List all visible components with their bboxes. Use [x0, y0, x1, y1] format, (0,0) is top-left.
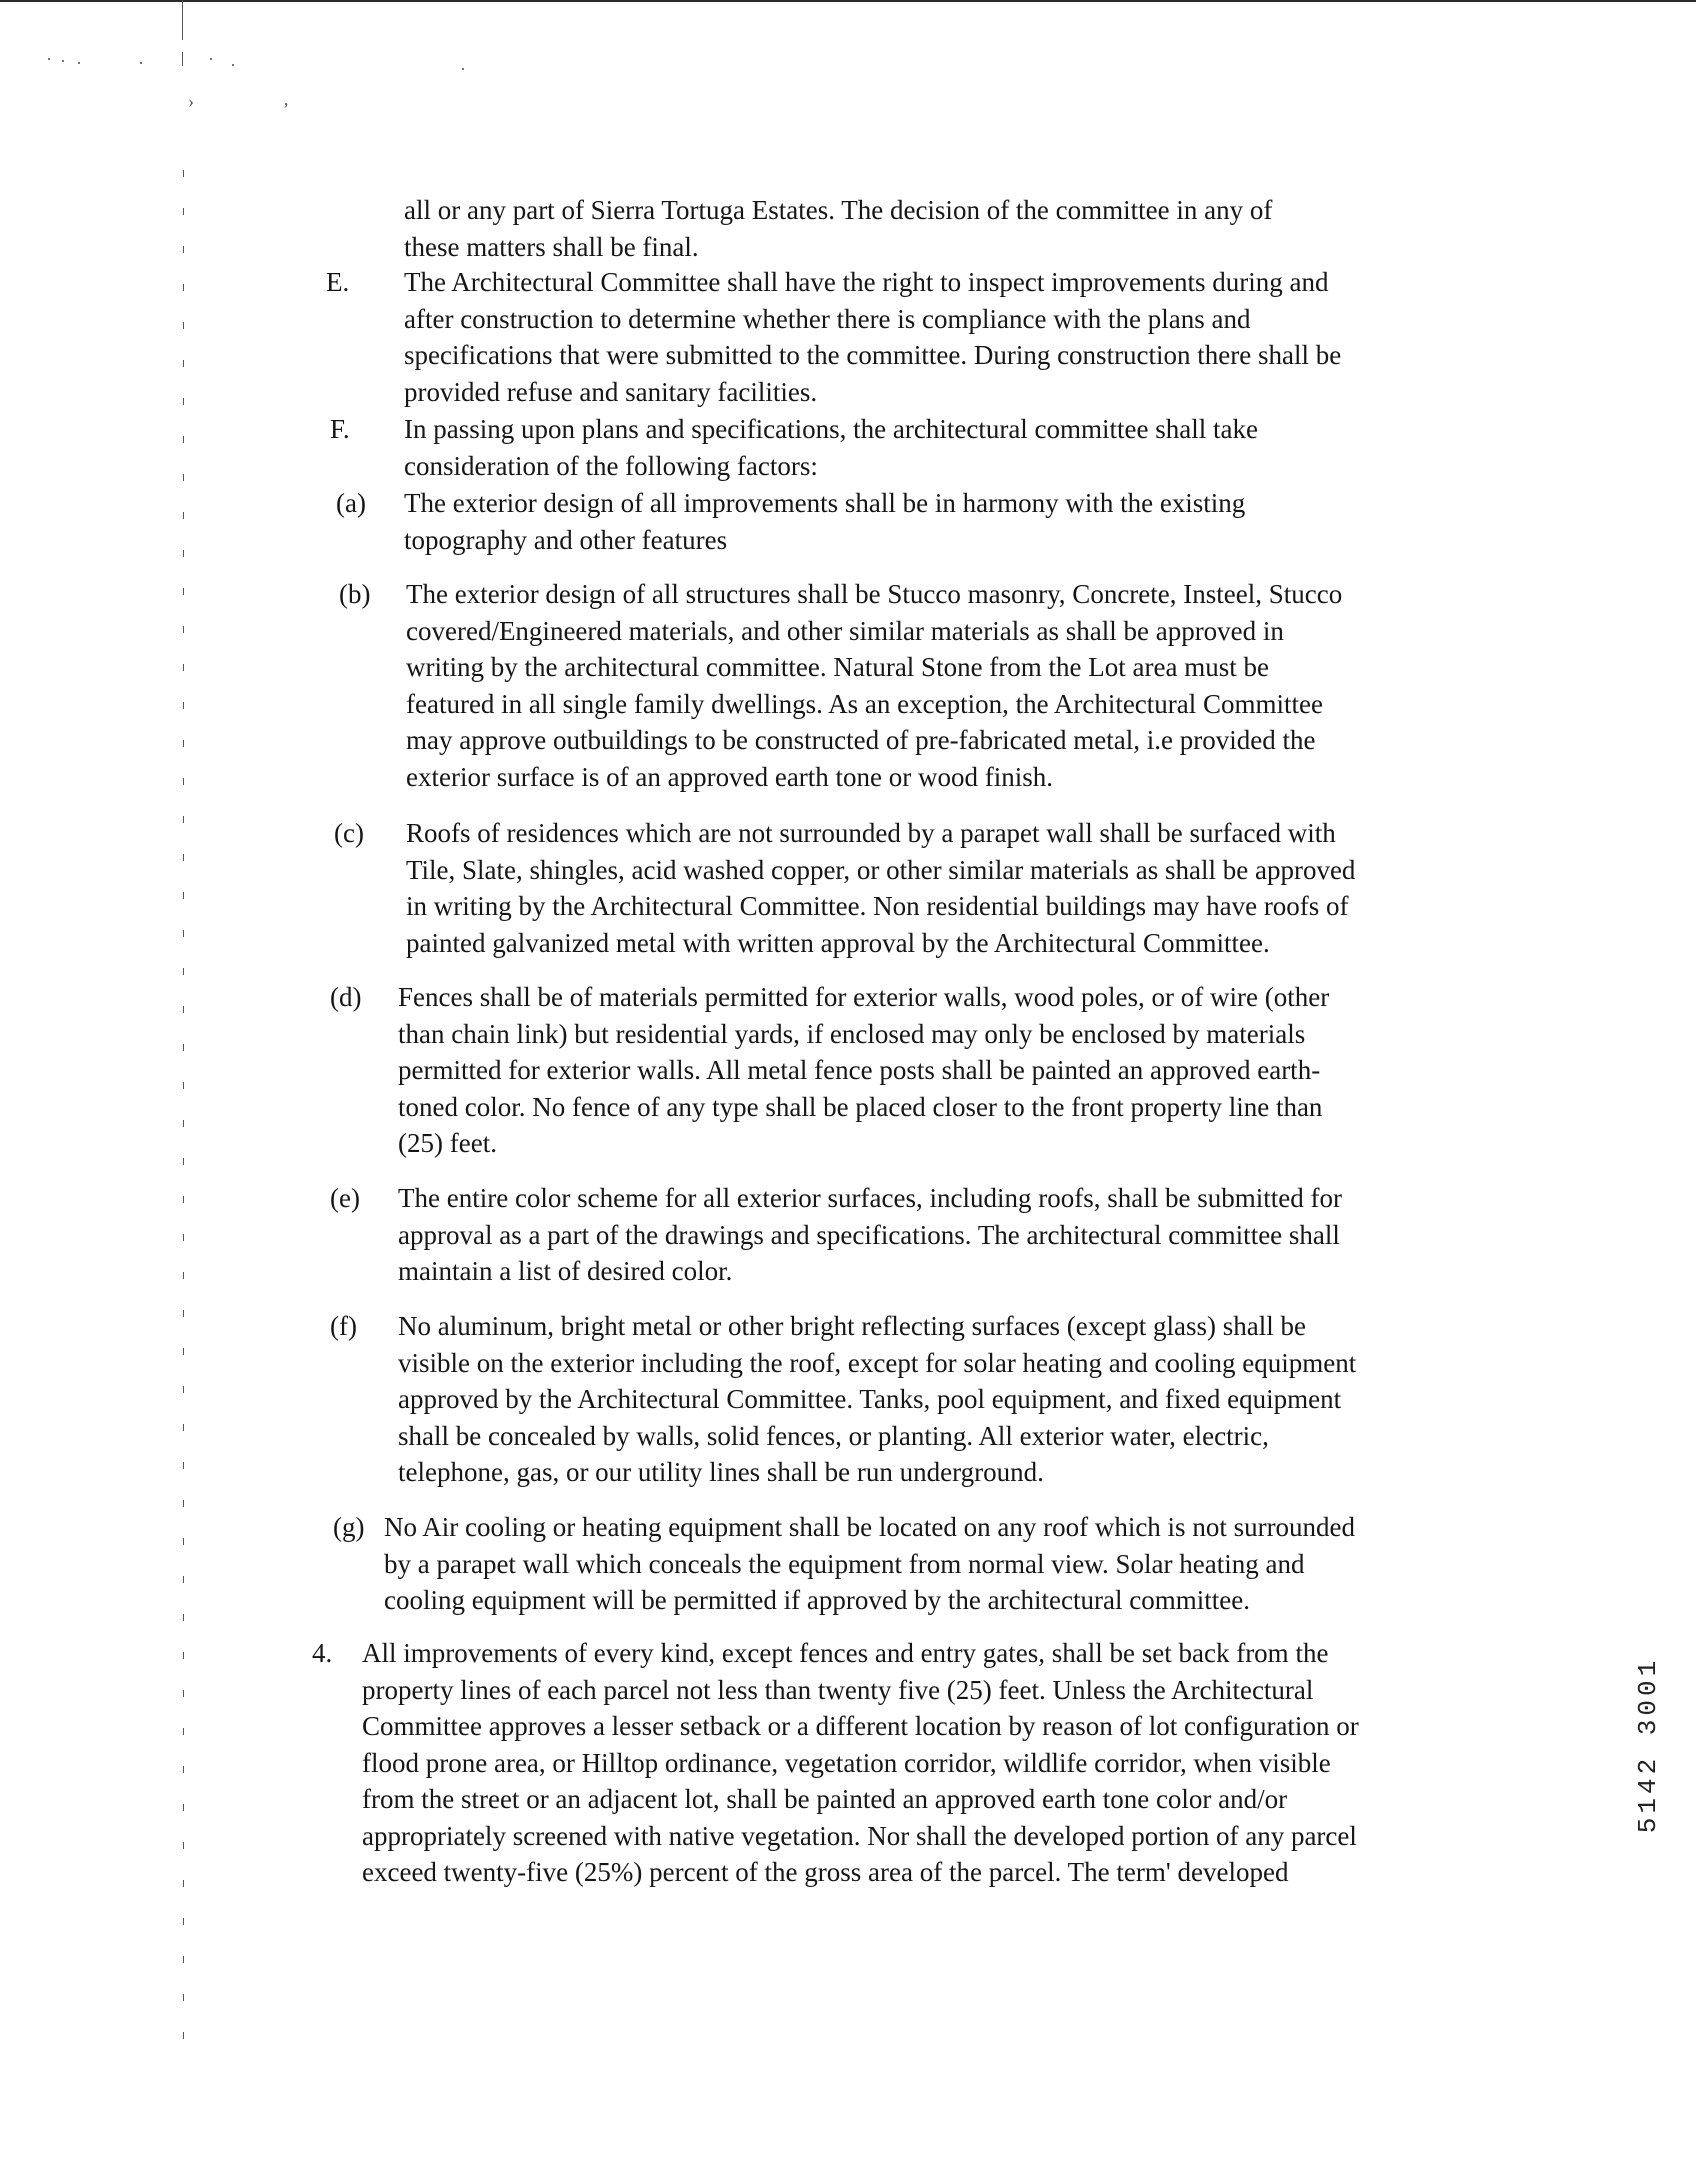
text-line: topography and other features — [404, 524, 728, 555]
text-line: visible on the exterior including the roof, except for solar heating and cooling equipment — [398, 1347, 1357, 1378]
scan-speck — [462, 68, 464, 70]
text-line: Tile, Slate, shingles, acid washed copper, or other similar materials as shall be approved — [406, 854, 1356, 885]
scan-margin-tick — [183, 474, 184, 481]
text-line: property lines of each parcel not less than twenty five (25) feet. Unless the Architectural — [362, 1674, 1314, 1705]
text-line: exterior surface is of an approved earth tone or wood finish. — [406, 761, 1054, 792]
scan-margin-tick — [183, 1766, 184, 1773]
paragraph-label: 4. — [312, 1638, 333, 1668]
scan-margin-tick — [183, 1272, 184, 1279]
paragraph-label: E. — [326, 267, 350, 297]
text-line: exceed twenty-five (25%) percent of the gross area of the parcel. The term' developed — [362, 1857, 1289, 1887]
text-line: may approve outbuildings to be constructed of pre-fabricated metal, i.e provided the — [406, 725, 1316, 755]
scan-margin-tick — [183, 740, 184, 747]
paragraph-text — [384, 1509, 1355, 1619]
text-line: writing by the architectural committee. Natural Stone from the Lot area must be — [406, 652, 1269, 682]
scan-margin-tick — [183, 170, 184, 177]
scan-margin-tick — [183, 1614, 184, 1621]
scan-margin-tick — [183, 1842, 184, 1849]
paragraph-label: (e) — [330, 1183, 360, 1213]
scan-margin-tick — [183, 1120, 184, 1127]
scan-margin-tick — [183, 1576, 184, 1583]
text-line: painted galvanized metal with written approval by the Architectural Committee. — [406, 927, 1270, 958]
scan-margin-tick — [183, 854, 184, 861]
scan-speck — [48, 58, 50, 60]
text-line: featured in all single family dwellings. As an exception, the Architectural Committee — [406, 688, 1323, 719]
text-line: these matters shall be final. — [404, 231, 699, 262]
text-line: flood prone area, or Hilltop ordinance, vegetation corridor, wildlife corridor, when visible — [362, 1747, 1331, 1778]
scan-margin-tick — [183, 626, 184, 633]
text-line: covered/Engineered materials, and other similar materials as shall be approved in — [406, 615, 1284, 646]
scan-margin-tick — [183, 1348, 184, 1355]
scan-margin-tick — [183, 968, 184, 975]
paragraph-label: (g) — [333, 1512, 365, 1542]
scan-speck — [78, 62, 80, 64]
scan-margin-tick — [183, 1880, 184, 1887]
scan-margin-tick — [183, 816, 184, 823]
text-line: The entire color scheme for all exterior surfaces, including roofs, shall be submitted for — [398, 1183, 1342, 1213]
scan-speck — [232, 64, 234, 66]
scan-margin-tick — [183, 1690, 184, 1697]
paragraph-text — [404, 411, 1258, 484]
paragraph-label: (f) — [330, 1311, 357, 1341]
scan-speck — [62, 60, 64, 62]
scan-margin-tick — [183, 550, 184, 557]
scan-margin-tick — [183, 892, 184, 899]
stamp-number: 5142 3001 — [1633, 1656, 1663, 1834]
text-line: No aluminum, bright metal or other bright reflecting surfaces (except glass) shall be — [398, 1311, 1306, 1341]
text-line: telephone, gas, or our utility lines shall be run underground. — [398, 1457, 1044, 1487]
text-line: toned color. No fence of any type shall be placed closer to the front property line than — [398, 1091, 1323, 1122]
text-line: (25) feet. — [398, 1128, 497, 1158]
scan-margin-tick — [183, 1196, 184, 1203]
scan-margin-tick — [183, 1994, 184, 2001]
scan-margin-tick — [183, 778, 184, 785]
text-line: from the street or an adjacent lot, shall be painted an approved earth tone color and/or — [362, 1784, 1288, 1814]
text-line: approved by the Architectural Committee. Tanks, pool equipment, and fixed equipment — [398, 1384, 1342, 1414]
paragraph-text — [404, 485, 1245, 558]
text-line: permitted for exterior walls. All metal fence posts shall be painted an approved earth- — [398, 1055, 1321, 1085]
scan-margin-tick — [183, 322, 184, 329]
text-line: by a parapet wall which conceals the equipment from normal view. Solar heating and — [384, 1548, 1305, 1579]
paragraph-label: (c) — [334, 818, 364, 848]
paragraph-label: (d) — [330, 982, 362, 1012]
text-line: than chain link) but residential yards, if enclosed may only be enclosed by materials — [398, 1018, 1306, 1049]
scan-margin-tick — [183, 1462, 184, 1469]
scan-margin-tick — [183, 1310, 184, 1317]
scan-speck: › — [188, 91, 194, 111]
text-line: provided refuse and sanitary facilities. — [404, 376, 818, 407]
scan-margin-tick — [183, 1918, 184, 1925]
paragraph-text — [362, 1635, 1359, 1891]
scan-margin-tick — [183, 1728, 184, 1735]
paragraph-text — [406, 815, 1355, 961]
scan-margin-mark — [182, 52, 183, 66]
scan-margin-tick — [183, 512, 184, 519]
scan-margin-tick — [183, 436, 184, 443]
scan-margin-tick — [183, 1500, 184, 1507]
text-line: All improvements of every kind, except fences and entry gates, shall be set back from the — [362, 1638, 1329, 1668]
text-line: The exterior design of all improvements shall be in harmony with the existing — [404, 488, 1246, 518]
text-line: all or any part of Sierra Tortuga Estates. The decision of the committee in any of — [404, 195, 1273, 225]
scan-margin-tick — [183, 930, 184, 937]
scan-speck — [210, 58, 212, 60]
scan-speck: ‚ — [283, 89, 289, 109]
scan-margin-tick — [183, 284, 184, 291]
scan-top-rule — [0, 0, 1696, 2]
scan-margin-tick — [183, 1804, 184, 1811]
text-line: Committee approves a lesser setback or a different location by reason of lot configuration or — [362, 1711, 1359, 1741]
text-line: Roofs of residences which are not surrounded by a parapet wall shall be surfaced with — [406, 818, 1336, 848]
text-line: No Air cooling or heating equipment shall be located on any roof which is not surrounded — [384, 1512, 1356, 1542]
paragraph-label: (a) — [336, 488, 366, 518]
text-line: cooling equipment will be permitted if approved by the architectural committee. — [384, 1585, 1250, 1615]
text-line: maintain a list of desired color. — [398, 1256, 733, 1286]
scan-margin-tick — [183, 360, 184, 367]
text-line: The Architectural Committee shall have the right to inspect improvements during and — [404, 267, 1329, 297]
scan-margin-mark — [182, 0, 183, 40]
scan-margin-tick — [183, 1538, 184, 1545]
scan-margin-tick — [183, 1006, 184, 1013]
paragraph-text — [404, 264, 1341, 410]
text-line: after construction to determine whether there is compliance with the plans and — [404, 303, 1251, 334]
scan-margin-tick — [183, 1386, 184, 1393]
scan-margin-tick — [183, 1158, 184, 1165]
text-line: appropriately screened with native vegetation. Nor shall the developed portion of any parcel — [362, 1820, 1357, 1851]
text-line: Fences shall be of materials permitted for exterior walls, wood poles, or of wire (other — [398, 982, 1330, 1012]
paragraph-text — [398, 979, 1329, 1162]
text-line: in writing by the Architectural Committee. Non residential buildings may have roofs of — [406, 891, 1349, 921]
text-line: consideration of the following factors: — [404, 450, 818, 481]
scan-margin-tick — [183, 702, 184, 709]
text-line: shall be concealed by walls, solid fences, or planting. All exterior water, electric, — [398, 1420, 1269, 1451]
document-stamp — [1624, 1575, 1674, 1915]
scan-margin-tick — [183, 208, 184, 215]
scan-margin-tick — [183, 1424, 184, 1431]
text-line: The exterior design of all structures shall be Stucco masonry, Concrete, Insteel, Stucco — [406, 579, 1343, 609]
text-line: specifications that were submitted to the committee. During construction there shall be — [404, 340, 1342, 370]
scan-margin-tick — [183, 2032, 184, 2039]
paragraph-label: F. — [330, 414, 350, 444]
scan-margin-tick — [183, 1234, 184, 1241]
text-line: approval as a part of the drawings and specifications. The architectural committee shall — [398, 1219, 1340, 1250]
scan-margin-tick — [183, 664, 184, 671]
text-line: In passing upon plans and specifications, the architectural committee shall take — [404, 414, 1258, 444]
scan-margin-tick — [183, 1652, 184, 1659]
scan-margin-tick — [183, 398, 184, 405]
paragraph-text — [404, 192, 1272, 265]
scan-margin-tick — [183, 1044, 184, 1051]
scan-margin-tick — [183, 1956, 184, 1963]
scan-margin-tick — [183, 588, 184, 595]
scan-speck — [140, 62, 142, 64]
paragraph-text — [406, 576, 1342, 795]
paragraph-label: (b) — [339, 579, 371, 609]
scan-margin-tick — [183, 246, 184, 253]
paragraph-text — [398, 1308, 1356, 1491]
scan-margin-tick — [183, 1082, 184, 1089]
paragraph-text — [398, 1180, 1342, 1290]
